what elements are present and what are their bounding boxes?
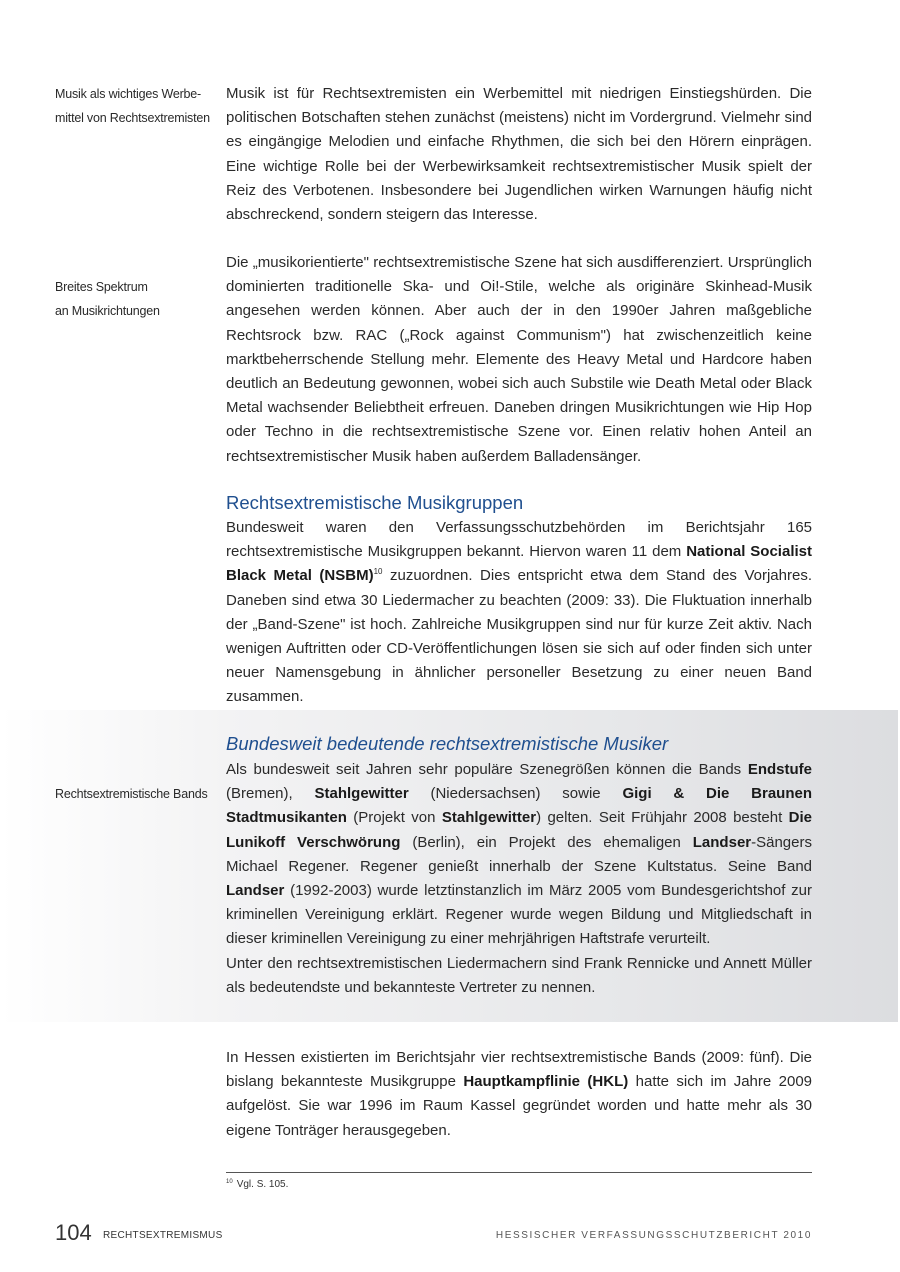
paragraph-spektrum: Die „musikorientierte" rechtsextremistische Szene hat sich ausdifferenziert. Ursprünglich dominierten traditionelle Ska- und Oi!-Stile, welche als originäre Skinhead-Musik angesehen werden können. Aber auch der in den 1990er Jahren maßgebliche Rechtsrock bzw. RAC („Rock against Communism") hat zwischenzeitlich keine marktbeherrschende Stellung mehr. Elemente des Heavy Metal und Hardcore haben deutlich an Bedeutung gewonnen, wobei sich auch Substile wie Death Metal oder Black Metal wachsender Beliebtheit erfreuen. Daneben dringen Musikrichtungen wie Hip Hop oder Techno in die rechtsextremistische Szene vor. Einen relativ hohen Anteil an rechtsextremistischer Musik haben außerdem Balladensänger. xyxy=(226,254,812,465)
margin-note-bands xyxy=(55,782,220,806)
heading-bedeutende-musiker: Bundesweit bedeutende rechtsextremistische Musiker xyxy=(226,733,669,754)
paragraph-werbemittel: Musik ist für Rechtsextremisten ein Werbemittel mit niedrigen Einstiegshürden. Die politischen Botschaften stehen zunächst (meistens) nicht im Vordergrund. Vielmehr sind es eingängige Melodien und einfache Rhythmen, die sich bei den Hörern einprägen. Eine wichtige Rolle bei der Werbewirksamkeit rechtsextremistischer Musik spielt der Reiz des Verbotenen. Insbesondere bei Jugendlichen wirken Warnungen häufig nicht abschreckend, sondern steigern das Interesse. xyxy=(226,85,812,224)
heading-musikgruppen: Rechtsextremistische Musikgruppen xyxy=(226,492,524,513)
footnote-ref: 10 xyxy=(373,567,383,577)
margin-note-line: Breites Spektrum xyxy=(55,280,148,294)
band-name: Hauptkampflinie (HKL) xyxy=(463,1073,629,1091)
margin-note-spektrum xyxy=(55,275,220,323)
band-name: Landser xyxy=(692,833,752,851)
band-name: Endstufe xyxy=(747,761,812,778)
footnote-text: Vgl. S. 105. xyxy=(236,1179,289,1190)
band-name: Gigi & Die Braunen Stadtmusikanten xyxy=(226,785,813,827)
footer-section-name: RECHTSEXTREMISMUS xyxy=(103,1230,223,1241)
paragraph-liedermacher: Unter den rechtsextremistischen Liedermachern sind Frank Rennicke und Annett Müller als bedeutendste und bekannteste Vertreter zu nennen. xyxy=(226,954,812,996)
footnote-divider xyxy=(226,1172,812,1173)
band-name: Stahlgewitter xyxy=(441,809,537,827)
margin-note-werbemittel xyxy=(55,82,220,130)
margin-note-line: an Musikrichtungen xyxy=(55,304,160,318)
bold-nsbm: National Socialist Black Metal (NSBM) xyxy=(226,543,812,585)
paragraph-bedeutende-musiker: Als bundesweit seit Jahren sehr populäre Szenegrößen können die Bands Endstufe (Bremen), Stahlgewitter (Niedersachsen) sowie Gigi & Die Braunen Stadtmusikanten (Projekt von Stahlgewitter) gelten. Seit Frühjahr 2008 besteht Die Lunikoff Verschwörung (Berlin), ein Projekt des ehemaligen Landser-Sängers Michael Regener. Regener genießt innerhalb der Szene Kultstatus. Seine Band Landser (1992-2003) wurde letztinstanzlich im März 2005 vom Bundesgerichtshof zur kriminellen Vereinigung erklärt. Regener wurde wegen Bildung und Mitgliedschaft in dieser kriminellen Vereinigung zu einer mehrjährigen Haftstrafe verurteilt. Unter den rechtsextremistischen Liedermachern sind Frank Rennicke und Annett Müller als bedeutendste und bekannteste Vertreter zu nennen. xyxy=(226,758,812,1000)
paragraph-hessen: In Hessen existierten im Berichtsjahr vier rechtsextremistische Bands (2009: fünf). Die bislang bekannteste Musikgruppe Hauptkampflinie (HKL) hatte sich im Jahre 2009 aufgelöst. Sie war 1996 im Raum Kassel gegründet worden und hatte mehr als 30 eigene Tonträger herausgegeben. xyxy=(226,1049,812,1139)
margin-note-line: mittel von Rechtsextremisten xyxy=(55,111,210,125)
band-name: Stahlgewitter xyxy=(314,785,409,803)
footnote-number: 10 xyxy=(226,1179,233,1185)
margin-note-line: Musik als wichtiges Werbe- xyxy=(55,87,202,101)
footer-report-title: HESSISCHER VERFASSUNGSSCHUTZBERICHT 2010 xyxy=(495,1230,812,1241)
page-number: 104 xyxy=(55,1220,92,1245)
footnote xyxy=(226,1175,288,1192)
band-name: Die Lunikoff Verschwörung xyxy=(226,809,812,851)
paragraph-musikgruppen: Bundesweit waren den Verfassungsschutzbehörden im Berichtsjahr 165 rechtsextremistische Musikgruppen bekannt. Hiervon waren 11 dem National Socialist Black Metal (NSBM)$^{10}$ zuzuordnen. Dies entspricht etwa dem Stand des Vorjahres. Daneben sind etwa 30 Liedermacher zu beachten (2009: 33). Die Fluktuation innerhalb der „Band-Szene" ist hoch. Zahlreiche Musikgruppen sind nur für kurze Zeit aktiv. Nach wenigen Auftritten oder CD-Veröffentlichungen lösen sie sich auf oder finden sich unter neuer Namensgebung in ähnlicher personeller Besetzung zu einer neuen Band zusammen. xyxy=(226,519,812,706)
margin-note-line: Rechtsextremistische Bands xyxy=(55,787,208,801)
band-name: Landser xyxy=(226,882,285,900)
